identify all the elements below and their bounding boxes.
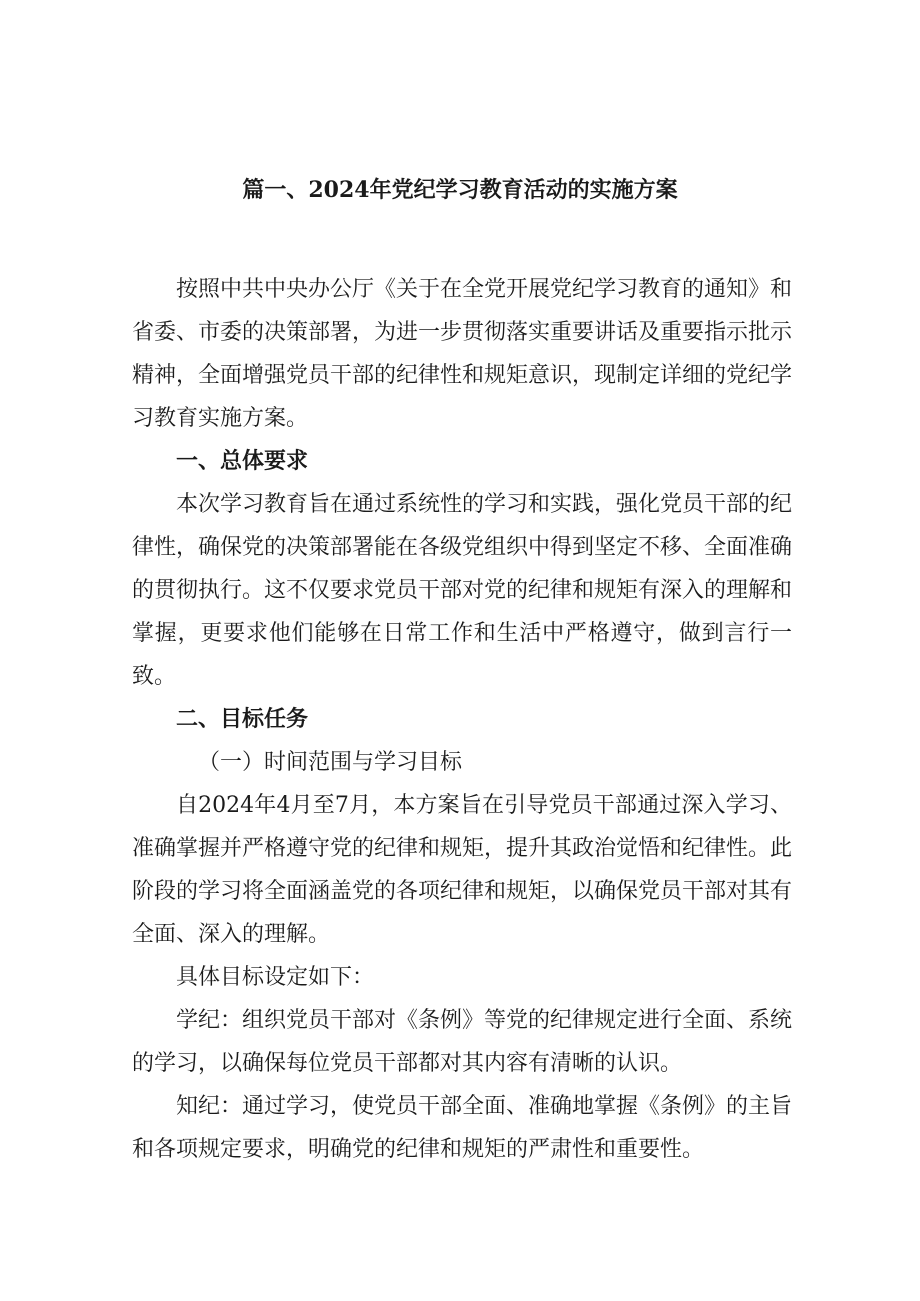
document-body xyxy=(132,268,792,1171)
targets-intro: 具体目标设定如下： xyxy=(176,965,375,990)
section-1-heading: 一、总体要求 xyxy=(176,449,309,474)
section-1-paragraph: 本次学习教育旨在通过系统性的学习和实践，强化党员干部的纪律性，确保党的决策部署能在各级党组织中得到坚定不移、全面准确的贯彻执行。这不仅要求党员干部对党的纪律和规矩有深入的理解和掌握，更要求他们能够在日常工作和生活中严格遵守，做到言行一致。 xyxy=(132,492,793,689)
intro-paragraph: 按照中共中央办公厅《关于在全党开展党纪学习教育的通知》和省委、市委的决策部署，为进一步贯彻落实重要讲话及重要指示批示精神，全面增强党员干部的纪律性和规矩意识，现制定详细的党纪学习教育实施方案。 xyxy=(132,277,793,431)
target-zhiji: 知纪：通过学习，使党员干部全面、准确地掌握《条例》的主旨和各项规定要求，明确党的纪律和规矩的严肃性和重要性。 xyxy=(132,1094,793,1162)
document-title: 篇一、2024年党纪学习教育活动的实施方案 xyxy=(242,177,678,203)
section-2-heading: 二、目标任务 xyxy=(176,707,309,732)
target-xueji: 学纪：组织党员干部对《条例》等党的纪律规定进行全面、系统的学习，以确保每位党员干部都对其内容有清晰的认识。 xyxy=(132,1008,793,1076)
subsection-1-paragraph: 自2024年4月至7月，本方案旨在引导党员干部通过深入学习、准确掌握并严格遵守党的纪律和规矩，提升其政治觉悟和纪律性。此阶段的学习将全面涵盖党的各项纪律和规矩，以确保党员干部对其有全面、深入的理解。 xyxy=(132,793,793,947)
subsection-1-heading: （一）时间范围与学习目标 xyxy=(198,750,463,775)
